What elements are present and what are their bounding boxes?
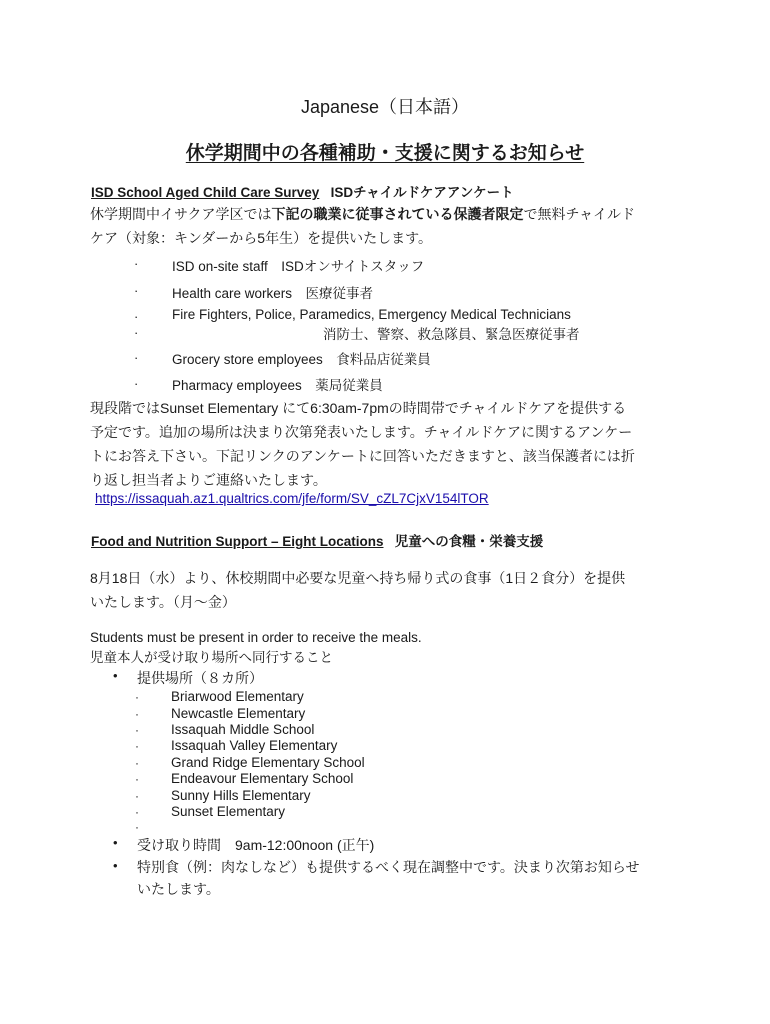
intro-text-a: 休学期間中イサクア学区では (90, 206, 272, 222)
intro-text-line2: ケア（対象：キンダーから5年生）を提供いたします。 (90, 230, 432, 246)
location-item: Endeavour Elementary School (171, 771, 354, 786)
list-dot: · (134, 350, 139, 365)
special-meals-note (137, 856, 639, 900)
location-item: Newcastle Elementary (171, 706, 306, 721)
list-dot: · (135, 805, 139, 819)
bullet: • (113, 858, 118, 873)
must-attend-en: Students must be present in order to receive the meals. (90, 630, 422, 645)
page-title-text: 休学期間中の各種補助・支援に関するお知らせ (185, 143, 585, 164)
bullet: • (113, 668, 118, 683)
list-dot: · (135, 789, 139, 803)
location-item: Sunset Elementary (171, 804, 286, 819)
bullet: • (113, 835, 118, 850)
list-dot: · (134, 283, 139, 298)
food-heading-jp: 児童への食糧・栄養支援 (394, 534, 544, 549)
food-line: 8月18日（水）より、休校期間中必要な児童へ持ち帰り式の食事（1日２食分）を提供 (90, 570, 626, 586)
location-item: Grand Ridge Elementary School (171, 755, 365, 770)
food-intro (90, 566, 690, 614)
list-dot: · (134, 376, 139, 391)
intro-text-b: で無料チャイルド (523, 206, 636, 222)
food-heading-en: Food and Nutrition Support – Eight Locations (91, 534, 384, 549)
language-title: Japanese（日本語） (300, 97, 470, 117)
list-dot: · (135, 820, 139, 834)
childcare-body (90, 396, 690, 492)
body-line: り返し担当者よりご連絡いたします。 (90, 472, 327, 488)
eligible-item: Fire Fighters, Police, Paramedics, Emergency Medical Technicians (172, 307, 571, 322)
locations-label: 提供場所（８カ所） (137, 670, 263, 686)
location-item: Briarwood Elementary (171, 689, 304, 704)
pickup-time: 受け取り時間 9am-12:00noon (正午) (137, 837, 375, 853)
location-item: Issaquah Valley Elementary (171, 738, 338, 753)
special-line: 特別食（例：肉なしなど）も提供するべく現在調整中です。決まり次第お知らせ (137, 859, 640, 875)
eligible-item-jp: 消防士、警察、救急隊員、緊急医療従事者 (323, 327, 580, 342)
survey-link[interactable]: https://issaquah.az1.qualtrics.com/jfe/form/SV_cZL7CjxV154lTOR (95, 491, 489, 506)
must-attend-jp: 児童本人が受け取り場所へ同行すること (90, 650, 333, 665)
list-dot: · (134, 256, 139, 271)
special-line: いたします。 (137, 881, 220, 897)
body-line: トにお答え下さい。下記リンクのアンケートに回答いただきますと、該当保護者には折 (90, 448, 635, 464)
list-dot: · (134, 325, 139, 340)
food-line: いたします。（月～金） (90, 594, 236, 610)
list-dot: · (135, 707, 139, 721)
list-dot: · (135, 690, 139, 704)
list-dot: · (135, 756, 139, 770)
list-dot: · (135, 772, 139, 786)
body-line: 現段階ではSunset Elementary にて6:30am-7pmの時間帯でチャイルドケアを提供する (90, 400, 627, 416)
childcare-heading-jp: ISDチャイルドケアアンケート (330, 185, 514, 200)
childcare-heading-en: ISD School Aged Child Care Survey (91, 185, 320, 200)
eligible-item: Grocery store employees 食料品店従業員 (172, 352, 431, 367)
eligible-item: Pharmacy employees 薬局従業員 (172, 378, 383, 393)
eligible-item: Health care workers 医療従事者 (172, 286, 374, 301)
childcare-heading (91, 181, 514, 201)
list-dot: · (135, 723, 139, 737)
location-item: Issaquah Middle School (171, 722, 315, 737)
childcare-intro (90, 202, 690, 250)
intro-text-bold: 下記の職業に従事されている保護者限定 (271, 206, 524, 222)
location-item: Sunny Hills Elementary (171, 788, 311, 803)
list-dot: · (134, 309, 139, 324)
eligible-item: ISD on-site staff ISDオンサイトスタッフ (172, 259, 425, 274)
list-dot: · (135, 739, 139, 753)
page-title (0, 138, 770, 165)
body-line: 予定です。追加の場所は決まり次第発表いたします。チャイルドケアに関するアンケー (90, 424, 633, 440)
food-heading (91, 530, 543, 550)
